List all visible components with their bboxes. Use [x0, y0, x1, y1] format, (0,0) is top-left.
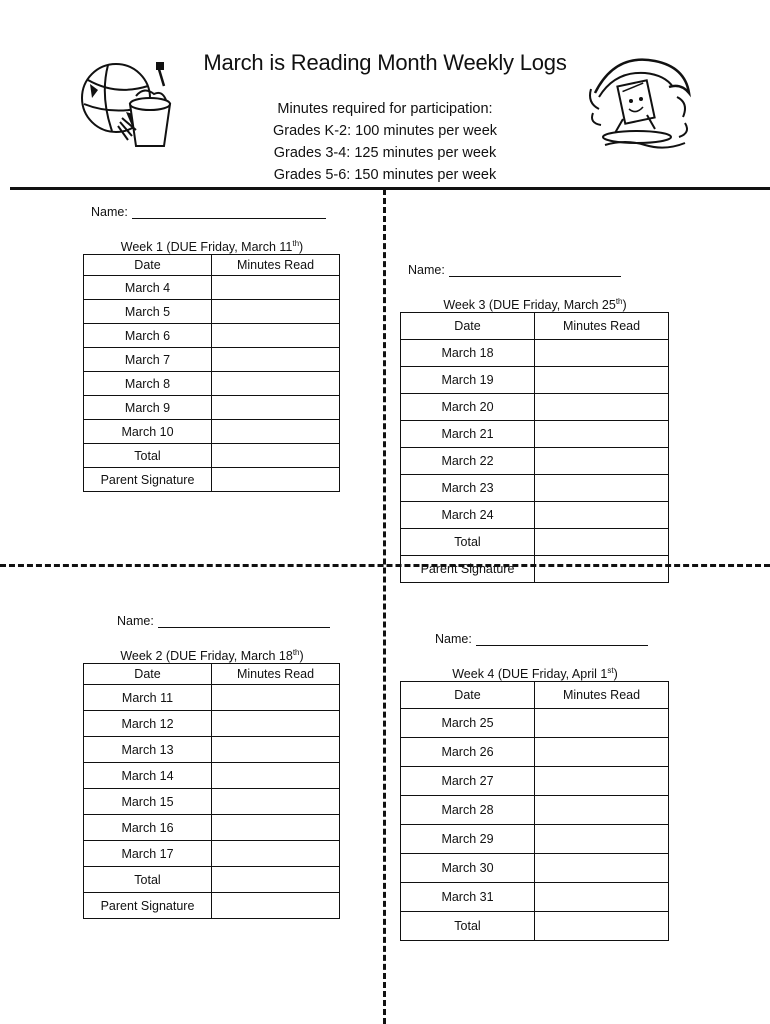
- column-header-minutes-read: Minutes Read: [535, 682, 669, 709]
- name-label: Name:: [435, 632, 472, 646]
- minutes-entry-cell[interactable]: [535, 912, 669, 941]
- minutes-entry-cell[interactable]: [535, 529, 669, 556]
- table-row: [84, 763, 340, 789]
- row-label: March 9: [84, 396, 212, 420]
- column-header-date: Date: [84, 255, 212, 276]
- table-row: [401, 767, 669, 796]
- row-label: March 18: [401, 340, 535, 367]
- table-row: [401, 367, 669, 394]
- row-label: March 24: [401, 502, 535, 529]
- header-divider: [10, 187, 770, 190]
- row-label: Parent Signature: [84, 468, 212, 492]
- row-label: Total: [401, 529, 535, 556]
- row-label: March 4: [84, 276, 212, 300]
- minutes-entry-cell[interactable]: [535, 767, 669, 796]
- reading-log-table: [83, 663, 340, 919]
- row-label: March 15: [84, 789, 212, 815]
- minutes-entry-cell[interactable]: [535, 475, 669, 502]
- minutes-entry-cell[interactable]: [212, 468, 340, 492]
- table-row: [84, 893, 340, 919]
- row-label: March 25: [401, 709, 535, 738]
- row-label: March 14: [84, 763, 212, 789]
- table-header-row: [401, 682, 669, 709]
- table-row: [84, 867, 340, 893]
- table-row: [84, 711, 340, 737]
- minutes-entry-cell[interactable]: [212, 711, 340, 737]
- table-row: [401, 912, 669, 941]
- name-blank[interactable]: [132, 217, 326, 219]
- table-row: [84, 372, 340, 396]
- table-row: [401, 796, 669, 825]
- table-header-row: [401, 313, 669, 340]
- name-label: Name:: [91, 205, 128, 219]
- row-label: March 31: [401, 883, 535, 912]
- minutes-entry-cell[interactable]: [535, 448, 669, 475]
- row-label: March 10: [84, 420, 212, 444]
- table-row: [401, 556, 669, 583]
- minutes-entry-cell[interactable]: [535, 854, 669, 883]
- table-row: [84, 737, 340, 763]
- reading-log-table: [400, 312, 669, 583]
- table-row: [401, 340, 669, 367]
- table-row: [401, 854, 669, 883]
- table-row: [84, 420, 340, 444]
- row-label: March 6: [84, 324, 212, 348]
- minutes-entry-cell[interactable]: [212, 737, 340, 763]
- row-label: Total: [84, 444, 212, 468]
- column-header-date: Date: [401, 682, 535, 709]
- row-label: Parent Signature: [84, 893, 212, 919]
- name-label: Name:: [408, 263, 445, 277]
- table-row: [84, 841, 340, 867]
- minutes-entry-cell[interactable]: [212, 815, 340, 841]
- week-1-log: [83, 205, 341, 492]
- name-blank[interactable]: [449, 275, 621, 277]
- minutes-entry-cell[interactable]: [535, 340, 669, 367]
- table-row: [84, 685, 340, 711]
- row-label: March 29: [401, 825, 535, 854]
- row-label: March 30: [401, 854, 535, 883]
- table-row: [84, 300, 340, 324]
- minutes-entry-cell[interactable]: [535, 556, 669, 583]
- minutes-entry-cell[interactable]: [535, 367, 669, 394]
- minutes-entry-cell[interactable]: [212, 893, 340, 919]
- minutes-entry-cell[interactable]: [535, 738, 669, 767]
- minutes-entry-cell[interactable]: [212, 324, 340, 348]
- minutes-entry-cell[interactable]: [212, 841, 340, 867]
- name-field[interactable]: [408, 263, 670, 277]
- row-label: March 23: [401, 475, 535, 502]
- name-field[interactable]: [435, 632, 670, 646]
- minutes-entry-cell[interactable]: [535, 709, 669, 738]
- table-row: [84, 468, 340, 492]
- requirement-k2: Grades K-2: 100 minutes per week: [272, 123, 498, 139]
- requirements-heading: Minutes required for participation:: [277, 101, 493, 117]
- minutes-entry-cell[interactable]: [212, 396, 340, 420]
- table-row: [84, 276, 340, 300]
- reading-log-table: [400, 681, 669, 941]
- table-row: [401, 529, 669, 556]
- week-caption: Week 4 (DUE Friday, April 1st): [452, 666, 618, 682]
- week-caption: Week 2 (DUE Friday, March 18th): [120, 648, 304, 664]
- row-label: March 5: [84, 300, 212, 324]
- column-header-date: Date: [84, 664, 212, 685]
- name-blank[interactable]: [476, 644, 648, 646]
- column-header-minutes-read: Minutes Read: [535, 313, 669, 340]
- row-label: March 21: [401, 421, 535, 448]
- minutes-entry-cell[interactable]: [212, 444, 340, 468]
- minutes-entry-cell[interactable]: [212, 763, 340, 789]
- row-label: March 17: [84, 841, 212, 867]
- table-row: [84, 789, 340, 815]
- table-row: [84, 396, 340, 420]
- minutes-entry-cell[interactable]: [535, 502, 669, 529]
- table-row: [401, 394, 669, 421]
- minutes-entry-cell[interactable]: [212, 420, 340, 444]
- table-row: [84, 815, 340, 841]
- requirement-3-4: Grades 3-4: 125 minutes per week: [273, 145, 497, 161]
- table-row: [401, 825, 669, 854]
- table-header-row: [84, 664, 340, 685]
- row-label: March 7: [84, 348, 212, 372]
- table-row: [401, 738, 669, 767]
- column-header-minutes-read: Minutes Read: [212, 664, 340, 685]
- minutes-entry-cell[interactable]: [212, 276, 340, 300]
- week-2-log: [83, 614, 341, 919]
- name-label: Name:: [117, 614, 154, 628]
- table-row: [401, 475, 669, 502]
- row-label: Total: [401, 912, 535, 941]
- row-label: March 19: [401, 367, 535, 394]
- row-label: Total: [84, 867, 212, 893]
- week-3-log: [400, 263, 670, 583]
- row-label: March 12: [84, 711, 212, 737]
- minutes-entry-cell[interactable]: [535, 796, 669, 825]
- minutes-entry-cell[interactable]: [535, 883, 669, 912]
- table-row: [401, 883, 669, 912]
- minutes-entry-cell[interactable]: [212, 789, 340, 815]
- table-row: [84, 444, 340, 468]
- minutes-entry-cell[interactable]: [535, 421, 669, 448]
- week-4-log: [400, 632, 670, 941]
- table-row: [84, 324, 340, 348]
- minutes-entry-cell[interactable]: [212, 300, 340, 324]
- participation-requirements: [0, 98, 770, 186]
- minutes-entry-cell[interactable]: [212, 685, 340, 711]
- row-label: March 27: [401, 767, 535, 796]
- table-row: [401, 448, 669, 475]
- table-header-row: [84, 255, 340, 276]
- column-header-minutes-read: Minutes Read: [212, 255, 340, 276]
- row-label: March 20: [401, 394, 535, 421]
- row-label: March 8: [84, 372, 212, 396]
- row-label: March 11: [84, 685, 212, 711]
- row-label: Parent Signature: [401, 556, 535, 583]
- row-label: March 28: [401, 796, 535, 825]
- name-blank[interactable]: [158, 626, 330, 628]
- minutes-entry-cell[interactable]: [212, 867, 340, 893]
- minutes-entry-cell[interactable]: [212, 348, 340, 372]
- name-field[interactable]: [117, 614, 341, 628]
- column-header-date: Date: [401, 313, 535, 340]
- table-row: [401, 421, 669, 448]
- minutes-entry-cell[interactable]: [212, 372, 340, 396]
- minutes-entry-cell[interactable]: [535, 825, 669, 854]
- table-row: [84, 348, 340, 372]
- table-row: [401, 709, 669, 738]
- reading-log-table: [83, 254, 340, 492]
- minutes-entry-cell[interactable]: [535, 394, 669, 421]
- week-caption: Week 1 (DUE Friday, March 11th): [120, 239, 304, 255]
- name-field[interactable]: [91, 205, 341, 219]
- week-caption: Week 3 (DUE Friday, March 25th): [443, 297, 627, 313]
- row-label: March 13: [84, 737, 212, 763]
- page-title: March is Reading Month Weekly Logs: [203, 50, 567, 75]
- row-label: March 26: [401, 738, 535, 767]
- vertical-cut-line: [383, 189, 386, 1024]
- row-label: March 16: [84, 815, 212, 841]
- row-label: March 22: [401, 448, 535, 475]
- requirement-5-6: Grades 5-6: 150 minutes per week: [273, 167, 497, 183]
- table-row: [401, 502, 669, 529]
